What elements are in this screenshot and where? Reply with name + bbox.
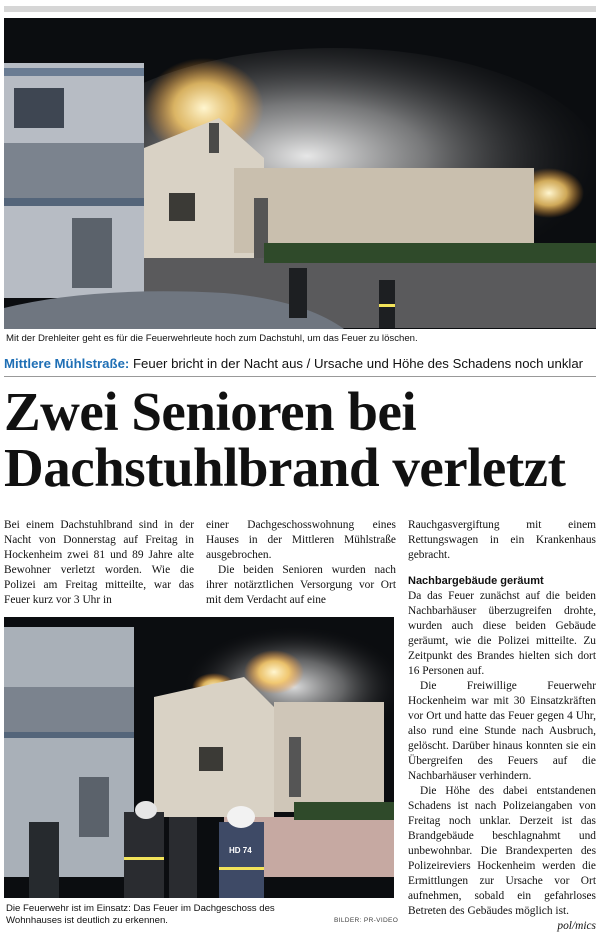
headline [4, 381, 596, 498]
photo-top [4, 18, 596, 329]
article-paragraph: Die beiden Senioren wurden nach ihrer notärztlichen Versorgung vor Ort mit dem Verdacht auf eine [206, 564, 396, 606]
photo-bottom [4, 617, 394, 898]
photo-top-caption: Mit der Drehleiter geht es für die Feuerwehrleute hoch zum Dachstuhl, um das Feuer zu löschen. [6, 333, 418, 344]
article-column-2 [206, 518, 396, 608]
article-subheading: Nachbargebäude geräumt [408, 575, 544, 587]
article-column-3 [408, 518, 596, 934]
article-column-1 [4, 518, 194, 608]
headline-line-1: Zwei Senioren bei [4, 381, 417, 442]
article-paragraph: einer Dachgeschosswohnung eines Hauses in der Mittleren Mühlstraße ausgebrochen. [206, 519, 396, 561]
article-paragraph: Die Freiwillige Feuerwehr Hockenheim war mit 30 Einsatzkräften vor Ort und hatte das Feuer gegen 4 Uhr, also rund eine Stunde nach Ausbruch, gelöscht. Darüber hinaus konnten sie ein Übergreifen des Feuers auf die Nachbarhäuser verhindern. [408, 680, 596, 782]
article-paragraph: Rauchgasvergiftung mit einem Rettungswagen in ein Krankenhaus gebracht. [408, 519, 596, 561]
article-paragraph: Da das Feuer zunächst auf die beiden Nachbarhäuser überzugreifen drohte, wurden auch diese beiden Gebäude geräumt, wie die Polizei mitteilte. Zu Zeitpunkt des Brandes hielten sich dort 16 Personen auf. [408, 590, 596, 677]
article-paragraph-text: Die Höhe des dabei entstandenen Schadens ist nach Polizeiangaben von Freitag noch unklar. Derzeit ist das Brandgebäude beschlagnahmt und unbewohnbar. Die Brandexperten des Polizeireviers Hockenheim werden die Ermittlungen zur Ursache vor Ort aufnehmen, sobald ein gefahrloses Betreten des Gebäudes möglich ist. [408, 785, 596, 917]
helmet-label: HD 74 [229, 846, 252, 855]
headline-line-2: Dachstuhlbrand verletzt [4, 437, 566, 498]
kicker-rule [4, 376, 596, 377]
photo-credit: BILDER: PR-VIDEO [334, 917, 399, 924]
photo-bottom-caption: Die Feuerwehr ist im Einsatz: Das Feuer im Dachgeschoss des Wohnhauses ist deutlich zu erkennen. [6, 903, 275, 926]
kicker [4, 356, 596, 372]
article-paragraph: Bei einem Dachstuhlbrand sind in der Nacht von Donnerstag auf Freitag in Hockenheim zwei 81 und 89 Jahre alte Bewohner verletzt worden. Wie die Polizei am Freitag mitteilte, war das Feuer kurz vor 3 Uhr in [4, 519, 194, 606]
article-paragraph [408, 784, 596, 932]
kicker-text: Feuer bricht in der Nacht aus / Ursache und Höhe des Schadens noch unklar [132, 356, 584, 371]
kicker-keyword: Mittlere Mühlstraße: [4, 356, 130, 371]
header-rule [4, 6, 596, 12]
author-signature: pol/mics [557, 920, 596, 932]
